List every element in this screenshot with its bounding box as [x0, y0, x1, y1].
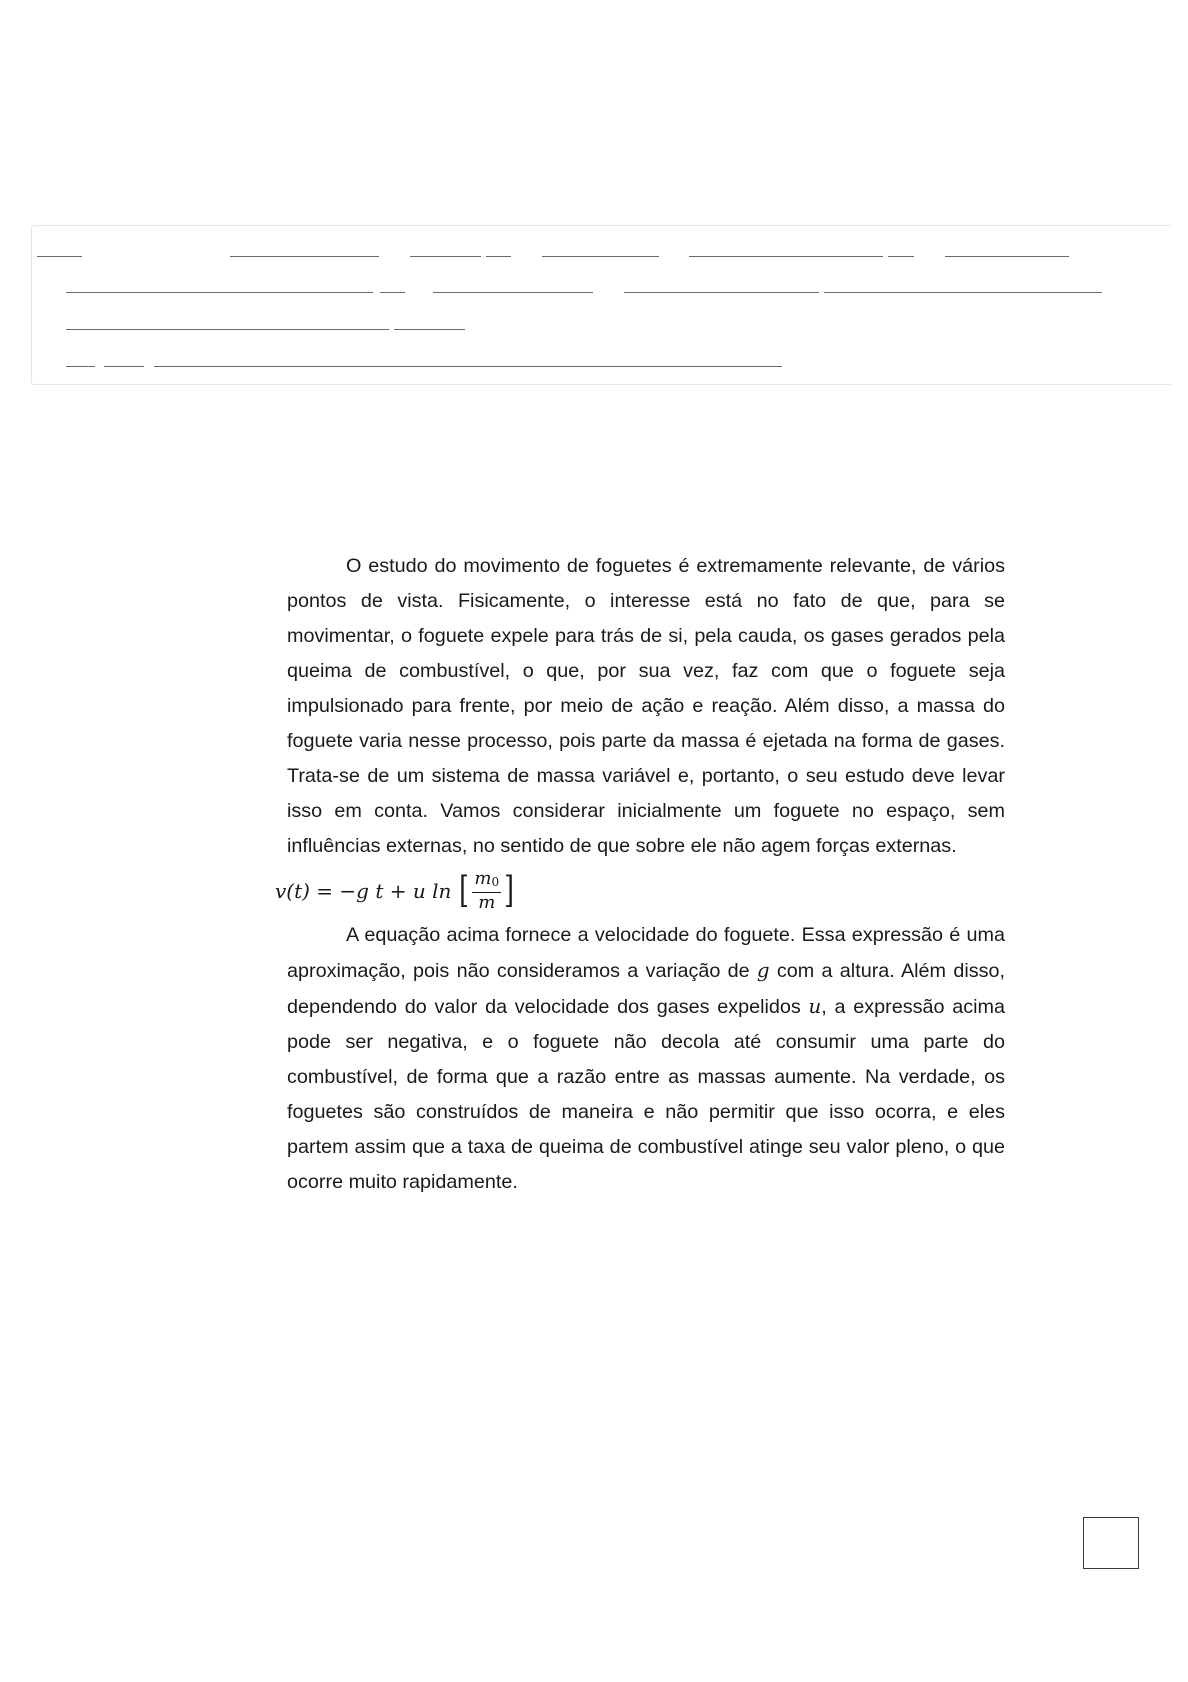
page-number-box	[1083, 1517, 1139, 1569]
redacted-line	[624, 292, 819, 293]
document-body	[275, 549, 1005, 1200]
symbol-g: g	[756, 959, 770, 982]
redacted-line	[486, 256, 511, 257]
redacted-line	[66, 366, 95, 367]
redacted-line	[154, 366, 782, 367]
redacted-line	[945, 256, 1069, 257]
redacted-line	[66, 292, 373, 293]
redacted-header-box	[31, 225, 1171, 385]
paragraph-1: O estudo do movimento de foguetes é extremamente relevante, de vários pontos de vista. Fisicamente, o interesse está no fato de que, para se movimentar, o foguete expele para trás de si, pela cauda, os gases gerados pela queima de combustível, o que, por sua vez, faz com que o foguete seja impulsionado para frente, por meio de ação e reação. Além disso, a massa do foguete varia nesse processo, pois parte da massa é ejetada na forma de gases. Trata-se de um sistema de massa variável e, portanto, o seu estudo deve levar isso em conta. Vamos considerar inicialmente um foguete no espaço, sem influências externas, no sentido de que sobre ele não agem forças externas.	[287, 555, 1005, 857]
fraction-numerator: $m_0$	[472, 869, 501, 893]
redacted-line	[689, 256, 883, 257]
symbol-u: u	[808, 995, 822, 1018]
numerator-subscript: 0	[491, 875, 500, 889]
redacted-line	[230, 256, 379, 257]
redacted-line	[66, 329, 389, 330]
left-bracket: [	[459, 870, 470, 911]
velocity-equation	[275, 864, 1005, 918]
fraction-denominator: m	[478, 892, 496, 913]
redacted-line	[824, 292, 1102, 293]
redacted-line	[394, 329, 465, 330]
bracketed-fraction	[457, 869, 516, 913]
mass-ratio-fraction	[472, 869, 501, 913]
redacted-line	[888, 256, 914, 257]
equation-lhs: v(t) = −g t + u ln	[275, 879, 452, 903]
redacted-line	[37, 256, 82, 257]
redacted-line	[542, 256, 659, 257]
redacted-line	[410, 256, 481, 257]
paragraph-2: A equação acima fornece a velocidade do foguete. Essa expressão é uma aproximação, pois não consideramos a variação de g com a altura. Além disso, dependendo do valor da velocidade dos gases expelidos u, a expressão acima pode ser negativa, e o foguete não decola até consumir uma parte do combustível, de forma que a razão entre as massas aumente. Na verdade, os foguetes são construídos de maneira e não permitir que isso ocorra, e eles partem assim que a taxa de queima de combustível atinge seu valor pleno, o que ocorre muito rapidamente.	[287, 924, 1005, 1193]
redacted-line	[380, 292, 405, 293]
redacted-line	[104, 366, 144, 367]
right-bracket: ]	[504, 870, 515, 911]
redacted-line	[433, 292, 593, 293]
